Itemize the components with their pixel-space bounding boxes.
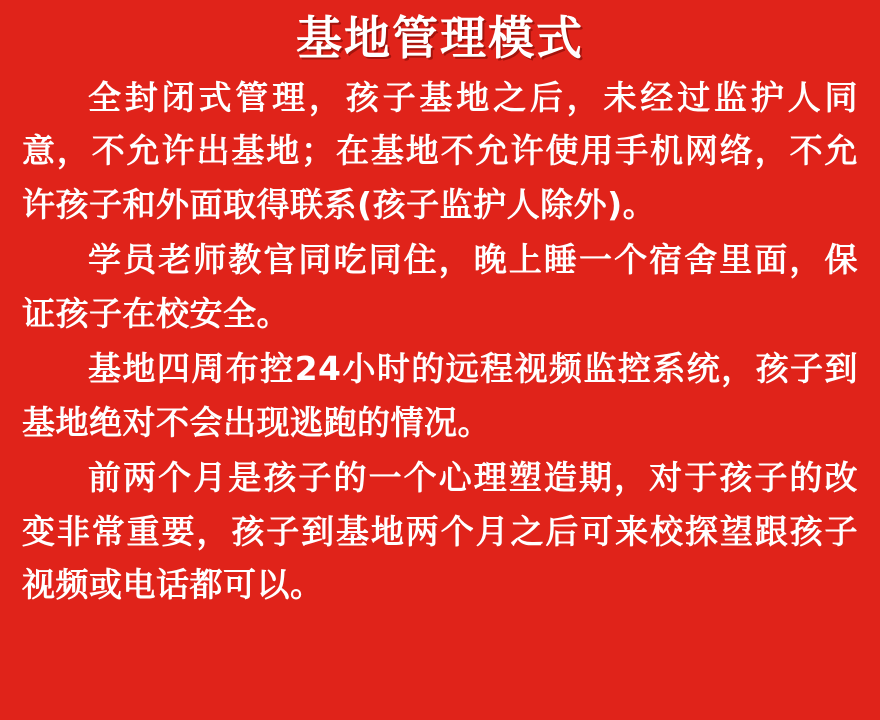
paragraph: 学员老师教官同吃同住，晚上睡一个宿舍里面，保证孩子在校安全。 — [22, 240, 858, 333]
paragraph: 全封闭式管理，孩子基地之后，未经过监护人同意，不允许出基地；在基地不允许使用手机网络，不允许孩子和外面取得联系(孩子监护人除外)。 — [22, 77, 858, 224]
paragraph: 前两个月是孩子的一个心理塑造期，对于孩子的改变非常重要，孩子到基地两个月之后可来校探望跟孩子视频或电话都可以。 — [22, 458, 858, 604]
page-title: 基地管理模式 — [296, 11, 584, 65]
poster-body — [22, 71, 858, 612]
paragraph: 基地四周布控24小时的远程视频监控系统，孩子到基地绝对不会出现逃跑的情况。 — [22, 349, 858, 442]
